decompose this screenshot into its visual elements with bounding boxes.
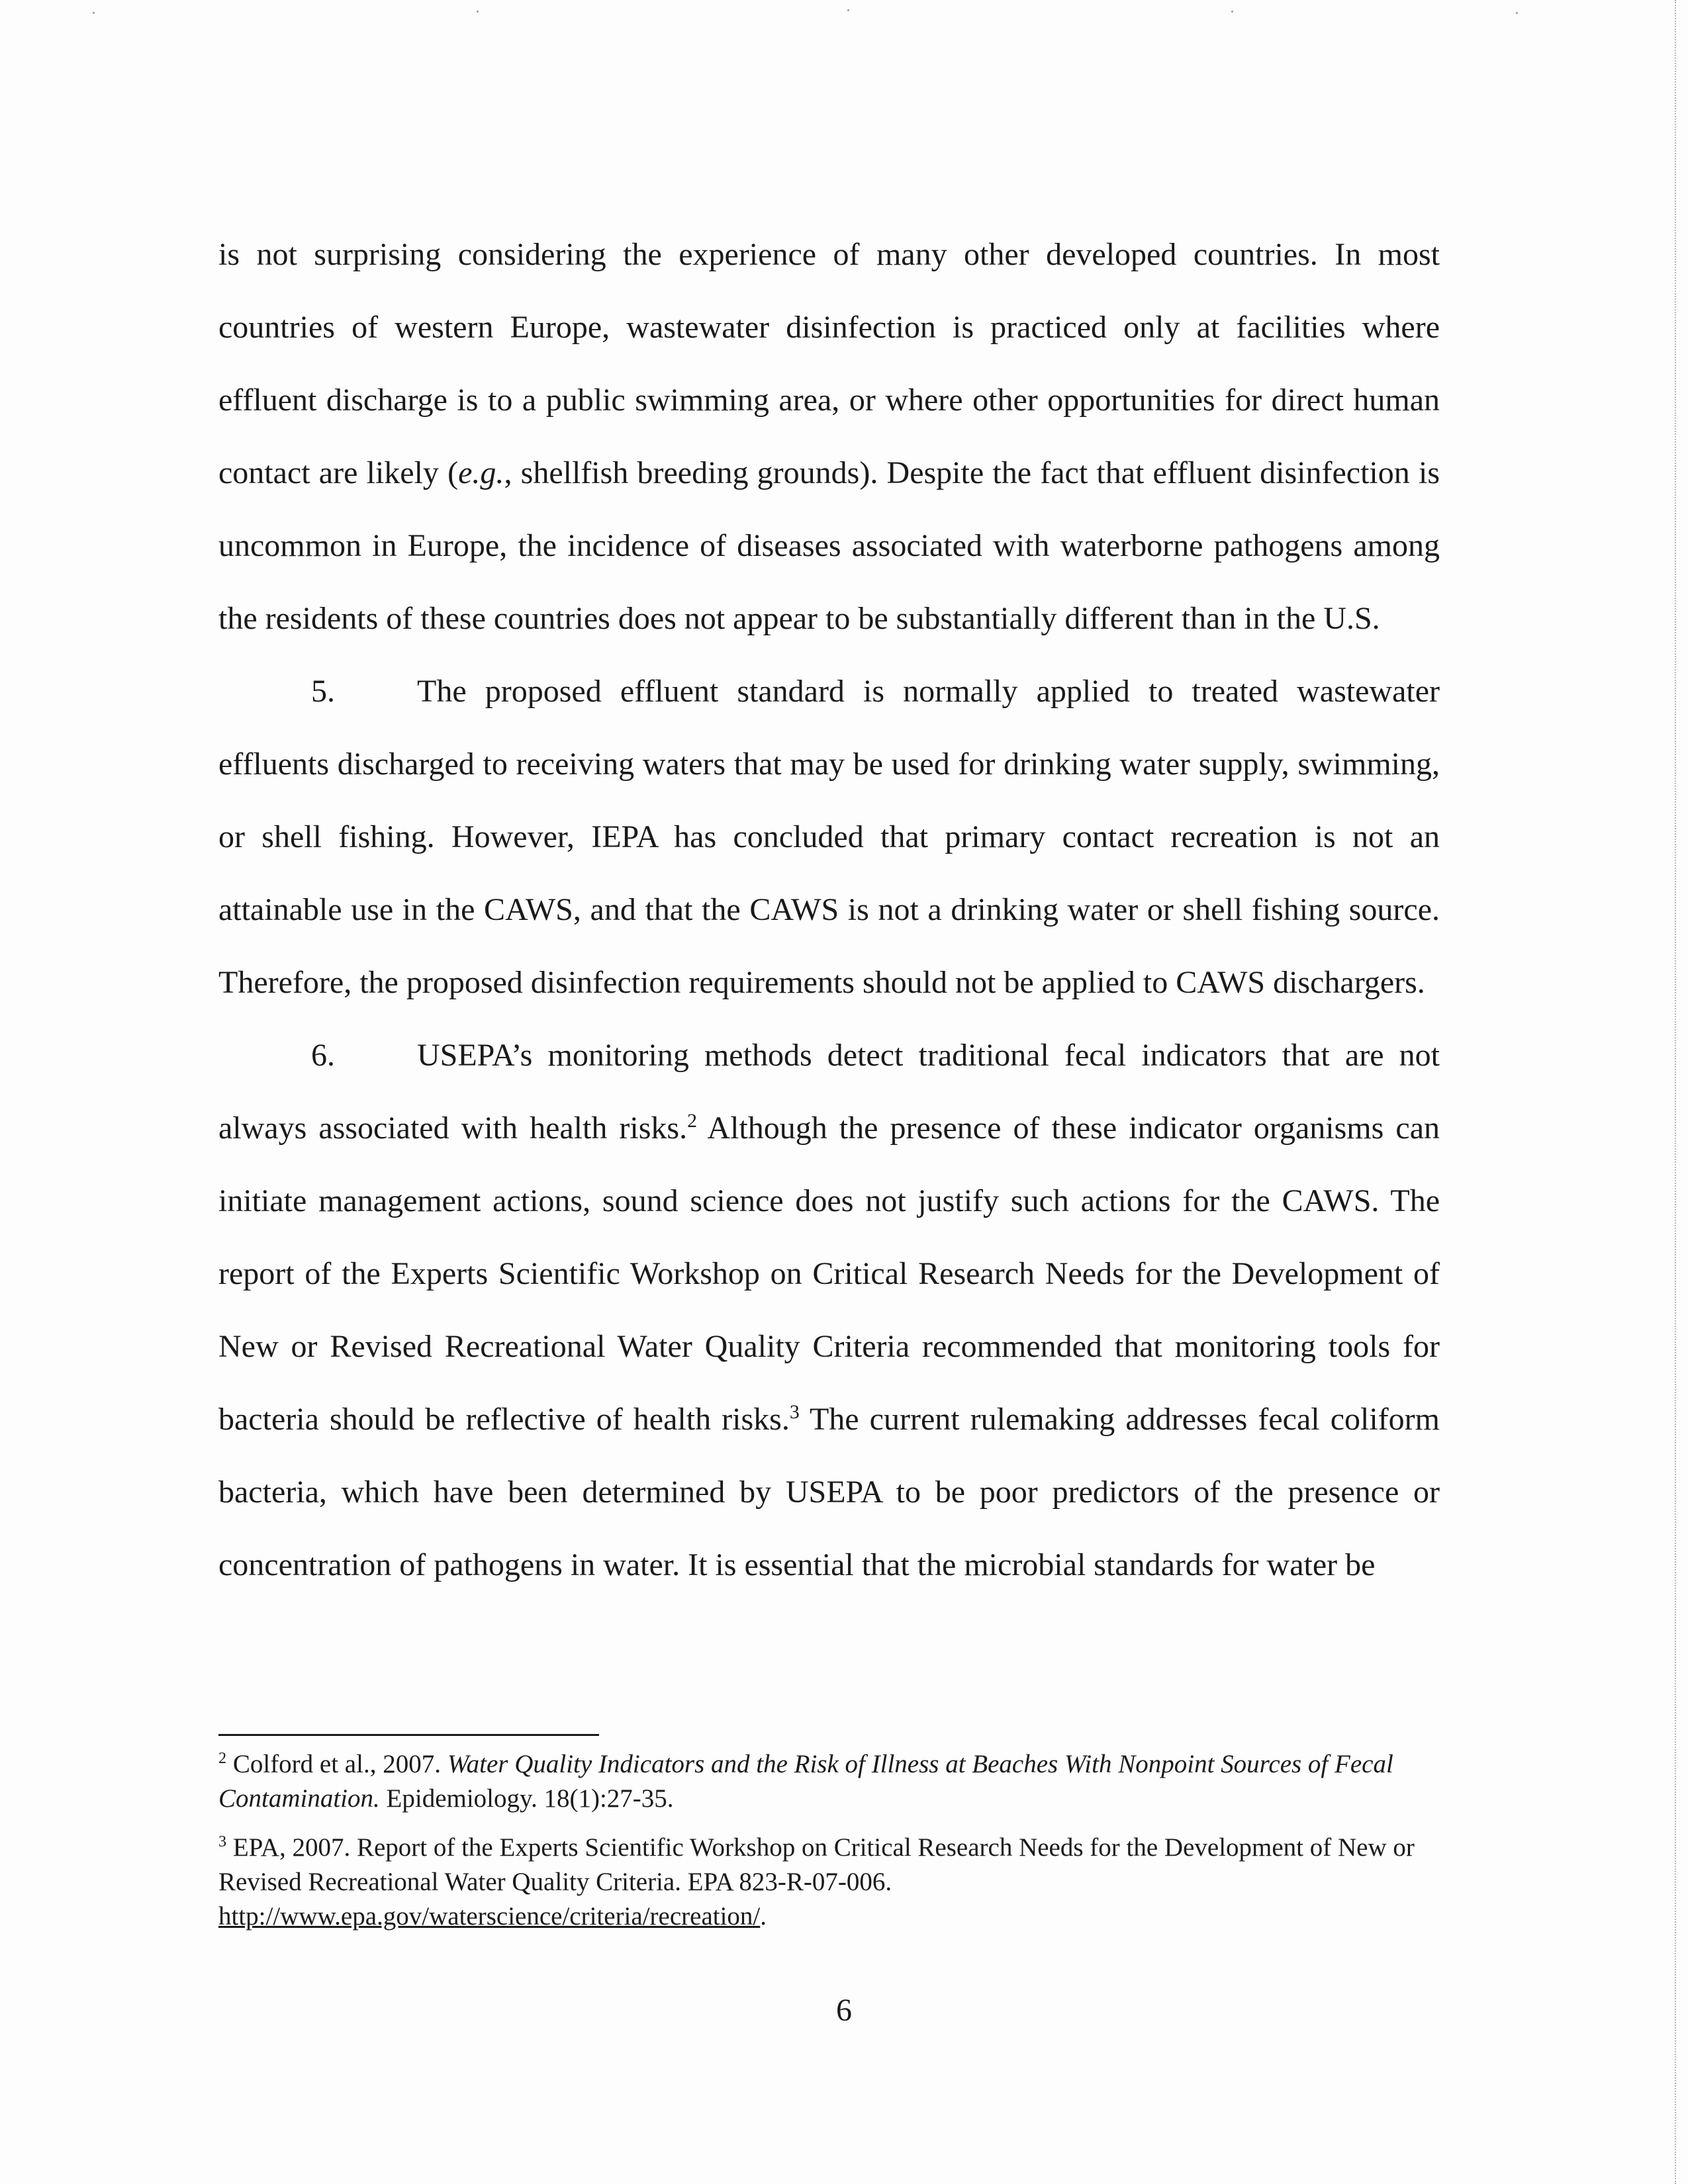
footnote-2-suffix: Epidemiology. 18(1):27-35. xyxy=(379,1784,674,1813)
paragraph-continuation-text: is not surprising considering the experience of many other developed countries. In most countries of western Europe, wastewater disinfection is practiced only at facilities where effluent discharge is to a public swimming area, or where other opportunities for direct human contact are likely ( xyxy=(218,237,1440,490)
paragraph-6-text-b: Although the presence of these indicator organisms can initiate management actions, sound science does not justify such actions for the CAWS. The report of the Experts Scientific Workshop on Critical Research Needs for the Development of New or Revised Recreational Water Quality Criteria recommended that monitoring tools for bacteria should be reflective of health risks. xyxy=(218,1111,1440,1437)
footnote-3-link[interactable]: http://www.epa.gov/waterscience/criteria/recreation/ xyxy=(218,1902,761,1931)
page-number: 6 xyxy=(836,1993,852,2028)
paragraph-5-text: The proposed effluent standard is normally applied to treated wastewater effluents discharged to receiving waters that may be used for drinking water supply, swimming, or shell fishing. However, IEPA has concluded that primary contact recreation is not an attainable use in the CAWS, and that the CAWS is not a drinking water or shell fishing source. Therefore, the proposed disinfection requirements should not be applied to CAWS dischargers. xyxy=(218,674,1440,1000)
paragraph-6 xyxy=(218,1019,1440,1602)
paragraph-continuation-rest: , shellfish breeding grounds). Despite the fact that effluent disinfection is uncommon in Europe, the incidence of diseases associated with waterborne pathogens among the residents of these countries does not appear to be substantially different than in the U.S. xyxy=(218,455,1440,636)
footnote-2-title: Water Quality Indicators and the Risk of Illness at Beaches With Nonpoint Sources of Fecal Contamination. xyxy=(218,1750,1393,1813)
scan-dot xyxy=(1516,12,1518,14)
footnote-2-marker: 2 xyxy=(218,1749,227,1767)
scan-dot xyxy=(93,12,95,14)
paragraph-5 xyxy=(218,655,1440,1019)
footnote-ref-3[interactable]: 3 xyxy=(789,1401,800,1423)
footnote-3-text: EPA, 2007. Report of the Experts Scientific Workshop on Critical Research Needs for the Development of New or Revised Recreational Water Quality Criteria. EPA 823-R-07-006. xyxy=(218,1833,1415,1896)
scan-edge-artifact xyxy=(1672,0,1676,2184)
paragraph-continuation xyxy=(218,218,1440,655)
paragraph-6-text-c: The current rulemaking addresses fecal coliform bacteria, which have been determined by USEPA to be poor predictors of the presence or concentration of pathogens in water. It is essential that the microbial standards for water be xyxy=(218,1402,1440,1582)
scan-dot xyxy=(477,11,479,13)
footnotes xyxy=(218,1747,1450,1948)
paragraph-5-number: 5. xyxy=(311,674,335,709)
footnote-3-link-trailing: . xyxy=(760,1902,767,1931)
footnote-ref-2[interactable]: 2 xyxy=(687,1110,697,1132)
scan-dot xyxy=(1231,11,1233,13)
paragraph-6-number: 6. xyxy=(311,1038,335,1073)
footnote-2 xyxy=(218,1747,1450,1816)
paragraph-6-text-a: USEPA’s monitoring methods detect traditional fecal indicators that are not always associated with health risks. xyxy=(218,1038,1440,1146)
paragraph-continuation-italic: e.g. xyxy=(458,455,504,490)
footnote-divider xyxy=(218,1734,599,1736)
footnote-3 xyxy=(218,1831,1450,1934)
footnote-2-prefix: Colford et al., 2007. xyxy=(226,1750,447,1778)
scan-dot xyxy=(847,9,849,11)
footnote-3-marker: 3 xyxy=(218,1833,227,1850)
body-text xyxy=(218,218,1440,1602)
